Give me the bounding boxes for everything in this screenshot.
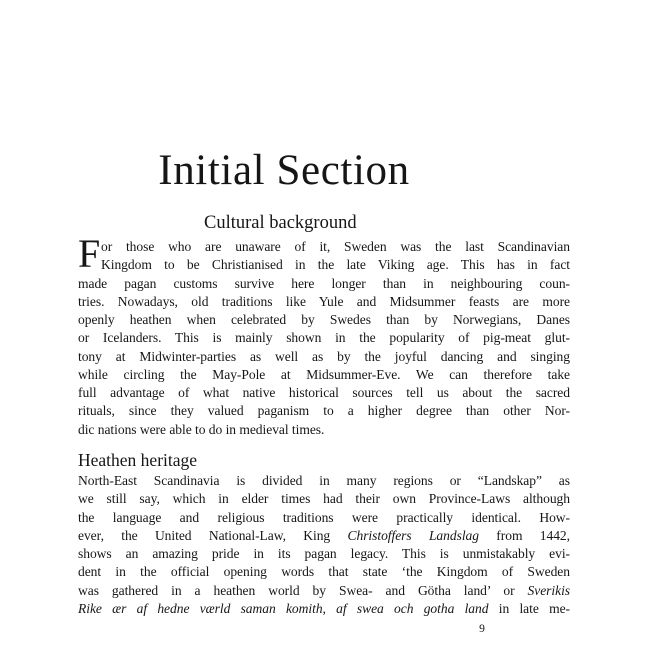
text-line: while circling the May-Pole at Midsummer-Eve. We can therefore take <box>78 366 570 382</box>
text-line: full advantage of what native historical sources tell us about the sacred <box>78 385 570 400</box>
text-line: Kingdom to be Christianised in the late Viking age. This has in fact <box>101 257 570 273</box>
text-line: dent in the official opening words that state ‘the Kingdom of Sweden <box>78 564 570 580</box>
text-run: ever, the United National-Law, King <box>78 527 348 543</box>
italic-title: Christoffers Landslag <box>347 527 479 543</box>
italic-quote: Sverikis <box>527 582 570 598</box>
text-line: or Icelanders. This is mainly shown in the popularity of pig-meat glut- <box>78 330 570 346</box>
paragraph-cultural-background <box>78 238 570 439</box>
drop-cap: F <box>78 231 101 276</box>
page-number: 9 <box>479 623 485 635</box>
section-heading: Cultural background <box>204 213 357 233</box>
text-line: rituals, since they valued paganism to a higher degree than other Nor- <box>78 403 570 419</box>
text-line <box>78 600 570 618</box>
text-line <box>78 582 570 600</box>
text-line: dic nations were able to do in medieval times. <box>78 421 325 437</box>
text-line: or those who are unaware of it, Sweden was the last Scandinavian <box>101 239 570 254</box>
text-line: North-East Scandinavia is divided in many regions or “Landskap” as <box>78 473 570 488</box>
text-run: was gathered in a heathen world by Swea- and Götha land’ or <box>78 582 528 598</box>
text-line <box>78 527 570 545</box>
chapter-title: Initial Section <box>158 147 410 194</box>
text-line: tony at Midwinter-parties as well as by the joyful dancing and singing <box>78 348 570 364</box>
text-line: we still say, which in elder times had their own Province-Laws although <box>78 491 570 507</box>
text-line: shows an amazing pride in its pagan legacy. This is unmistakably evi- <box>78 546 570 561</box>
subsection-heading: Heathen heritage <box>78 450 198 470</box>
text-line: openly heathen when celebrated by Swedes than by Norwegians, Danes <box>78 312 570 327</box>
text-line: made pagan customs survive here longer than in neighbouring coun- <box>78 275 570 291</box>
text-run: in late me- <box>488 600 571 616</box>
text-run: from 1442, <box>478 527 570 543</box>
paragraph-heathen-heritage <box>78 472 570 618</box>
text-line: the language and religious traditions were practically identical. How- <box>78 509 570 525</box>
italic-quote: Rike ær af hedne værld saman komith, af swea och gotha land <box>78 600 489 616</box>
text-line: tries. Nowadays, old traditions like Yule and Midsummer feasts are more <box>78 293 570 309</box>
